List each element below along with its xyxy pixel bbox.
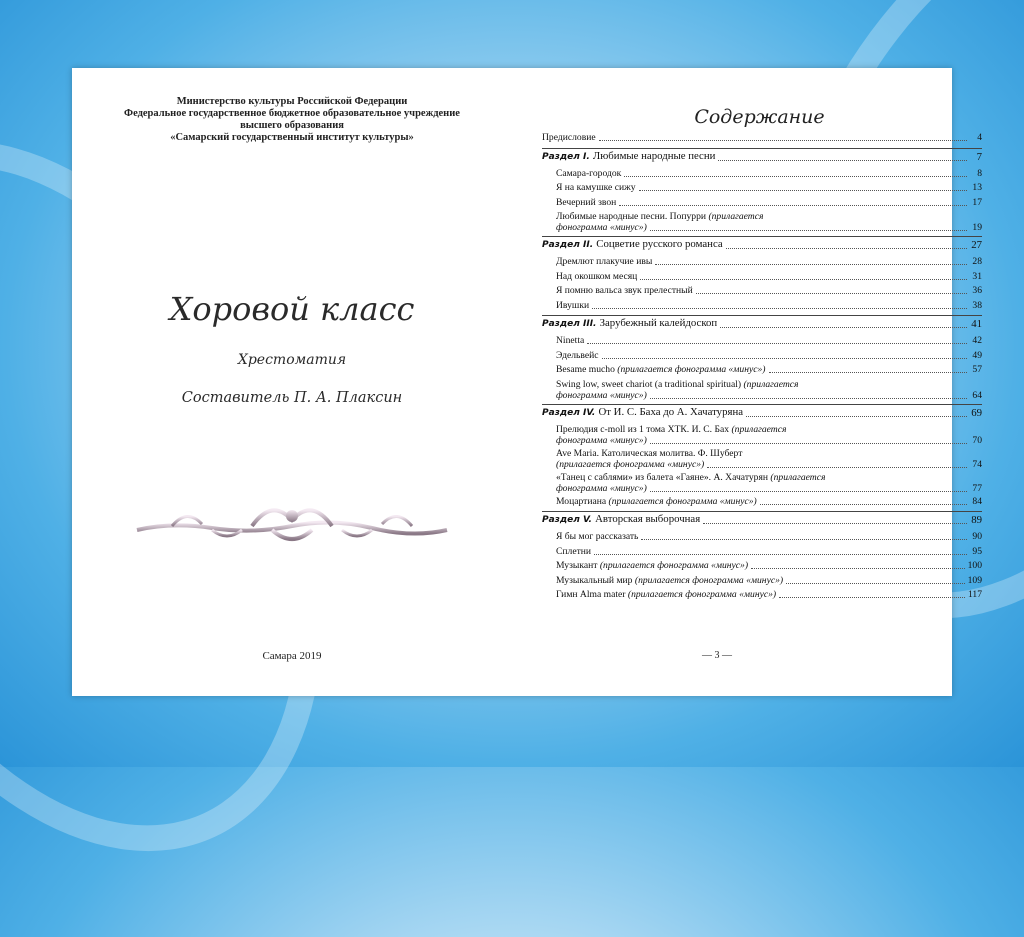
- toc-page-number: 28: [972, 256, 982, 267]
- leader-dots: [639, 189, 967, 191]
- toc-row: [556, 335, 982, 346]
- toc-page-number: 69: [971, 406, 982, 419]
- toc-entry-note: (прилагается фонограмма «минус»): [627, 589, 777, 600]
- toc-page-number: 89: [971, 514, 982, 526]
- toc-page-number: 27: [971, 239, 982, 251]
- toc-entry-note: фонограмма «минус»): [556, 434, 647, 446]
- toc-entry-note: (прилагается: [731, 423, 787, 435]
- leader-dots: [779, 596, 965, 598]
- toc-entry-line1: Ave Maria. Католическая молитва. Ф. Шуберт: [556, 447, 743, 459]
- toc-page-number: 31: [972, 270, 982, 282]
- toc-row: [556, 182, 982, 193]
- toc-page-number: 95: [972, 545, 982, 557]
- toc-entry-note: фонограмма «минус»): [556, 482, 647, 494]
- toc-entry-text: Предисловие: [542, 132, 596, 143]
- leader-dots: [602, 357, 967, 359]
- toc-entry-note: (прилагается фонограмма «минус»): [556, 458, 705, 470]
- toc-entry-note: фонограмма «минус»): [556, 389, 647, 401]
- section-divider: [542, 148, 982, 149]
- toc-entry-text: Ninetta: [556, 335, 585, 346]
- leader-dots: [720, 326, 967, 328]
- leader-dots: [718, 159, 967, 161]
- toc-entry-note: (прилагается фонограмма «минус»): [617, 364, 766, 375]
- toc-row: [556, 197, 982, 208]
- toc-entry-text: Я бы мог рассказать: [556, 531, 639, 542]
- ornament-decoration: [132, 496, 452, 552]
- compiler: Составитель П. А. Плаксин: [181, 390, 403, 406]
- toc-entry-text: Besame mucho (прилагается фонограмма «минус»): [556, 364, 766, 375]
- institution-line: высшего образования: [240, 120, 344, 131]
- toc-entry-note: (прилагается фонограмма «минус»): [608, 495, 757, 507]
- leader-dots: [599, 139, 967, 141]
- toc-entry-line1: Swing low, sweet chariot (a traditional spiritual) (прилагается: [556, 378, 799, 390]
- toc-section-row: [542, 318, 982, 330]
- toc-page-number: 41: [971, 318, 982, 330]
- toc-entry-text: Ивушки: [556, 299, 590, 311]
- toc-entry-text: Музыкальный мир (прилагается фонограмма «минус»): [556, 574, 784, 586]
- toc-page-number: 36: [972, 285, 982, 296]
- section-label: Раздел III.: [542, 319, 600, 329]
- toc-row: [556, 575, 982, 586]
- toc-page-number: 84: [972, 495, 982, 507]
- toc-page-number: 4: [977, 132, 982, 143]
- toc-page-number: 7: [976, 150, 982, 163]
- section-label: Раздел II.: [542, 240, 597, 250]
- toc-entry-text: Раздел V. Авторская выборочная: [542, 513, 701, 525]
- toc-entry-text: [556, 472, 982, 494]
- toc-page-number: 57: [972, 364, 982, 375]
- toc-entry-note: (прилагается: [708, 211, 764, 222]
- toc-page-number: 8: [977, 167, 982, 179]
- toc-entry-note: (прилагается фонограмма «минус»): [634, 574, 784, 586]
- toc-row: [556, 448, 982, 470]
- leader-dots: [650, 490, 967, 492]
- toc-entry-note: (прилагается: [770, 471, 826, 483]
- toc-row: [542, 132, 982, 143]
- toc-row: [556, 256, 982, 267]
- leader-dots: [769, 371, 968, 373]
- toc-entry-text: [556, 448, 982, 470]
- city-year: Самара 2019: [262, 650, 322, 662]
- toc-entry-line2: [556, 483, 982, 494]
- toc-entry-text: Самара-городок: [556, 167, 622, 179]
- leader-dots: [786, 582, 965, 584]
- leader-dots: [619, 204, 967, 206]
- toc-entry-text: Раздел I. Любимые народные песни: [542, 149, 716, 162]
- toc-row: [556, 285, 982, 296]
- toc-row: [556, 496, 982, 507]
- toc-entry-text: Над окошком месяц: [556, 270, 638, 282]
- toc-row: [556, 350, 982, 361]
- leader-dots: [641, 538, 967, 540]
- toc-page-number: 109: [967, 574, 982, 586]
- leader-dots: [703, 522, 967, 524]
- toc-entry-line2: [556, 222, 982, 233]
- toc-page-number: 100: [967, 560, 982, 571]
- institution-line: Федеральное государственное бюджетное образовательное учреждение: [124, 108, 460, 119]
- leader-dots: [587, 342, 967, 344]
- toc-entry-note: (прилагается: [743, 378, 799, 390]
- toc-row: [556, 379, 982, 401]
- toc-page-number: 90: [972, 531, 982, 542]
- toc-row: [556, 560, 982, 571]
- section-divider: [542, 315, 982, 316]
- toc-page-number: 38: [972, 299, 982, 311]
- toc-section-row: [542, 151, 982, 163]
- contents-heading: Содержание: [694, 106, 825, 128]
- toc-entry-text: Раздел IV. От И. С. Баха до А. Хачатуряна: [542, 405, 744, 418]
- toc-row: [556, 589, 982, 600]
- book-spread: [72, 68, 982, 696]
- toc-row: [556, 546, 982, 557]
- institution-line: Министерство культуры Российской Федерации: [176, 96, 408, 107]
- toc-entry-text: [556, 424, 982, 446]
- leader-dots: [650, 229, 967, 231]
- toc-page-number: 49: [972, 349, 982, 361]
- section-divider: [542, 404, 982, 405]
- toc-page-number: 70: [972, 434, 982, 446]
- leader-dots: [655, 263, 967, 265]
- page-number: — 3 —: [702, 650, 732, 661]
- toc-page-number: 64: [972, 389, 982, 401]
- toc-entry-note: (прилагается фонограмма «минус»): [599, 560, 749, 571]
- toc-entry-line1: Прелюдия c-moll из 1 тома ХТК. И. С. Бах (прилагается: [556, 423, 787, 435]
- section-label: Раздел IV.: [542, 407, 599, 418]
- toc-section-row: [542, 407, 982, 419]
- leader-dots: [650, 397, 967, 399]
- toc-page-number: 17: [972, 196, 982, 208]
- title-page: [72, 68, 512, 696]
- toc-entry-line2: [556, 390, 982, 401]
- toc-entry-text: Я помню вальса звук прелестный: [556, 285, 693, 296]
- toc-entry-text: Я на камушке сижу: [556, 182, 636, 193]
- leader-dots: [726, 247, 967, 249]
- toc-page-number: 117: [967, 589, 982, 600]
- leader-dots: [751, 567, 965, 569]
- toc-row: [556, 472, 982, 494]
- section-label: Раздел I.: [542, 151, 593, 162]
- toc-page-number: 42: [972, 335, 982, 346]
- toc-entry-text: Раздел II. Соцветие русского романса: [542, 238, 723, 250]
- leader-dots: [696, 292, 967, 294]
- toc-row: [556, 531, 982, 542]
- toc-row: [556, 168, 982, 179]
- toc-entry-text: Сплетни: [556, 545, 592, 557]
- toc-page-number: 13: [972, 182, 982, 193]
- toc-entry-text: Эдельвейс: [556, 349, 599, 361]
- toc-entry-text: Вечерний звон: [556, 196, 617, 208]
- book-subtitle: Хрестоматия: [237, 352, 347, 368]
- contents-page: [542, 68, 982, 696]
- institution-line: «Самарский государственный институт культуры»: [170, 132, 414, 143]
- toc-entry-note: фонограмма «минус»): [556, 222, 647, 233]
- toc-entry-line1: «Танец с саблями» из балета «Гаяне». А. Хачатурян (прилагается: [556, 471, 826, 483]
- toc-row: [556, 364, 982, 375]
- leader-dots: [746, 415, 967, 417]
- toc-section-row: [542, 514, 982, 526]
- leader-dots: [650, 442, 967, 444]
- leader-dots: [760, 503, 967, 505]
- toc-entry-text: [556, 379, 982, 401]
- book-title: Хоровой класс: [169, 290, 415, 328]
- toc-section-row: [542, 239, 982, 251]
- leader-dots: [594, 553, 967, 555]
- toc-row: [556, 211, 982, 233]
- leader-dots: [624, 175, 967, 177]
- toc-row: [556, 300, 982, 311]
- toc-entry-text: Раздел III. Зарубежный калейдоскоп: [542, 317, 718, 329]
- toc-row: [556, 424, 982, 446]
- leader-dots: [640, 278, 967, 280]
- toc-entry-line2: [556, 459, 982, 470]
- toc-row: [556, 271, 982, 282]
- toc-entry-line2: [556, 435, 982, 446]
- leader-dots: [707, 466, 967, 468]
- section-divider: [542, 511, 982, 512]
- toc-page-number: 77: [972, 482, 982, 494]
- section-label: Раздел V.: [542, 515, 596, 525]
- toc-entry-text: Музыкант (прилагается фонограмма «минус»): [556, 560, 749, 571]
- section-divider: [542, 236, 982, 237]
- toc-page-number: 19: [972, 222, 982, 233]
- toc-entry-line1: Любимые народные песни. Попурри (прилагается: [556, 211, 764, 222]
- toc-page-number: 74: [972, 458, 982, 470]
- leader-dots: [592, 307, 967, 309]
- toc-entry-text: Моцартиана (прилагается фонограмма «минус»): [556, 495, 757, 507]
- toc-entry-text: Гимн Alma mater (прилагается фонограмма «минус»): [556, 589, 777, 600]
- toc-entry-text: [556, 211, 982, 233]
- toc-entry-text: Дремлют плакучие ивы: [556, 256, 653, 267]
